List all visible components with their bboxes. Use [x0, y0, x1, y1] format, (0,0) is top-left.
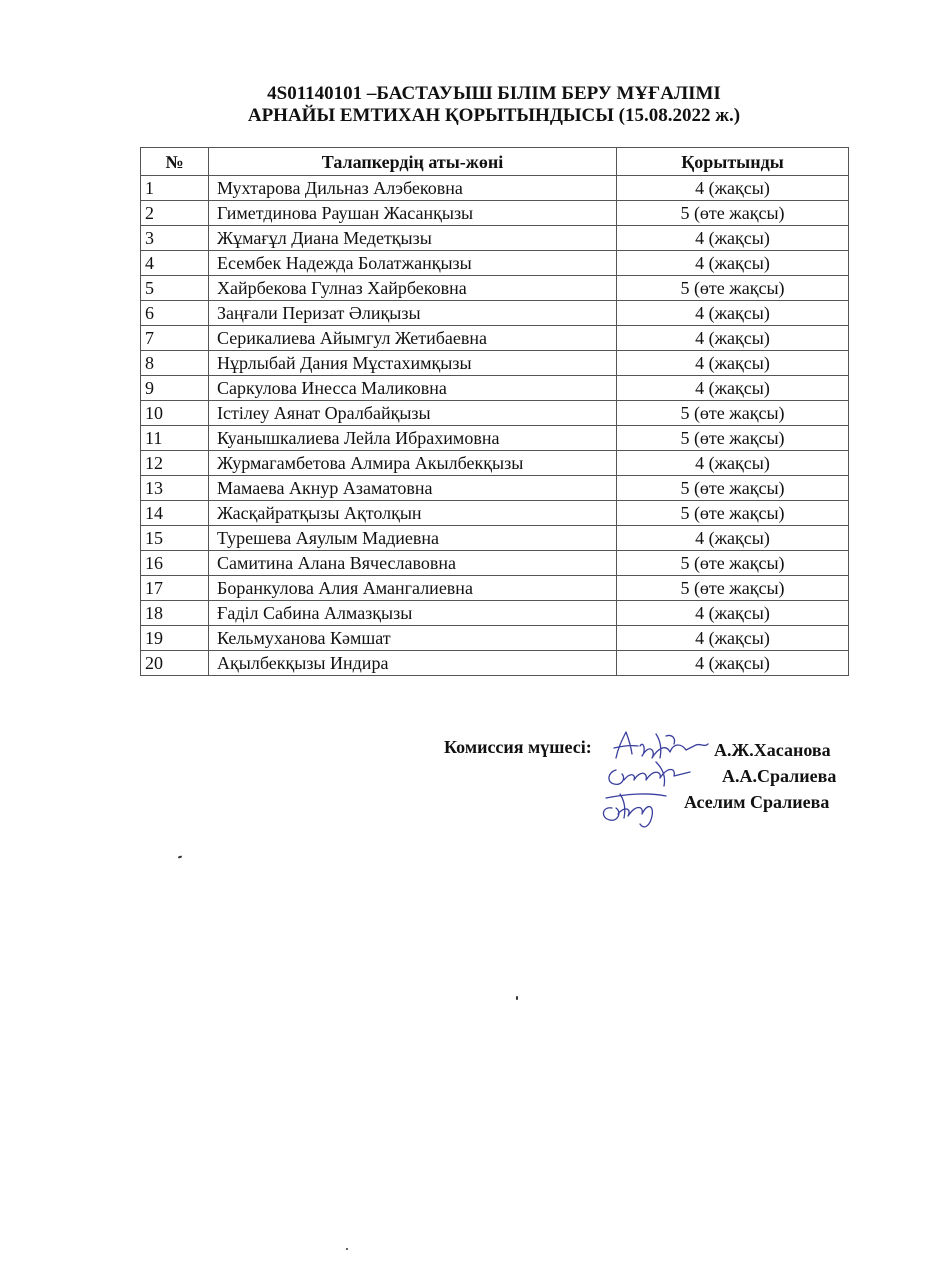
- table-header-row: [141, 148, 849, 176]
- table-row: [141, 401, 849, 426]
- row-number-cell: 18: [141, 601, 209, 626]
- row-number-cell: 19: [141, 626, 209, 651]
- document-title-line-2: АРНАЙЫ ЕМТИХАН ҚОРЫТЫНДЫСЫ (15.08.2022 ж.): [247, 105, 741, 126]
- result-cell: 4 (жақсы): [617, 226, 849, 251]
- result-cell: 5 (өте жақсы): [617, 201, 849, 226]
- table-row: [141, 226, 849, 251]
- row-number-cell: 16: [141, 551, 209, 576]
- result-cell: 5 (өте жақсы): [617, 426, 849, 451]
- applicant-name-cell: Жасқайратқызы Ақтолқын: [209, 501, 617, 526]
- column-header-result: Қорытынды: [617, 148, 849, 176]
- applicant-name-cell: Ғаділ Сабина Алмазқызы: [209, 601, 617, 626]
- row-number-cell: 17: [141, 576, 209, 601]
- result-cell: 4 (жақсы): [617, 251, 849, 276]
- commission-label: Комиссия мүшесі:: [444, 737, 592, 757]
- row-number-cell: 10: [141, 401, 209, 426]
- row-number-cell: 6: [141, 301, 209, 326]
- row-number-cell: 5: [141, 276, 209, 301]
- applicant-name-cell: Куанышкалиева Лейла Ибрахимовна: [209, 426, 617, 451]
- result-cell: 5 (өте жақсы): [617, 401, 849, 426]
- result-cell: 4 (жақсы): [617, 626, 849, 651]
- row-number-cell: 4: [141, 251, 209, 276]
- applicant-name-cell: Самитина Алана Вячеславовна: [209, 551, 617, 576]
- document-title-line-1: 4S01140101 –БАСТАУЫШ БІЛІМ БЕРУ МҰҒАЛІМІ: [267, 83, 721, 104]
- table-row: [141, 426, 849, 451]
- result-cell: 4 (жақсы): [617, 601, 849, 626]
- row-number-cell: 14: [141, 501, 209, 526]
- row-number-cell: 12: [141, 451, 209, 476]
- row-number-cell: 8: [141, 351, 209, 376]
- column-header-name: Талапкердің аты-жөні: [209, 148, 617, 176]
- applicant-name-cell: Мамаева Акнур Азаматовна: [209, 476, 617, 501]
- applicant-name-cell: Гиметдинова Раушан Жасанқызы: [209, 201, 617, 226]
- row-number-cell: 1: [141, 176, 209, 201]
- applicant-name-cell: Саркулова Инесса Маликовна: [209, 376, 617, 401]
- applicant-name-cell: Ақылбекқызы Индира: [209, 651, 617, 676]
- result-cell: 4 (жақсы): [617, 301, 849, 326]
- table-row: [141, 251, 849, 276]
- table-row: [141, 176, 849, 201]
- row-number-cell: 7: [141, 326, 209, 351]
- scan-speck: [346, 1248, 348, 1250]
- scan-speck: [516, 996, 518, 1000]
- table-row: [141, 576, 849, 601]
- row-number-cell: 15: [141, 526, 209, 551]
- result-cell: 5 (өте жақсы): [617, 276, 849, 301]
- table-row: [141, 626, 849, 651]
- applicant-name-cell: Жұмағұл Диана Медетқызы: [209, 226, 617, 251]
- commission-member-1: А.Ж.Хасанова: [714, 740, 831, 760]
- result-cell: 4 (жақсы): [617, 376, 849, 401]
- column-header-number: №: [141, 148, 209, 176]
- applicant-name-cell: Серикалиева Айымгул Жетибаевна: [209, 326, 617, 351]
- applicant-name-cell: Істілеу Аянат Оралбайқызы: [209, 401, 617, 426]
- row-number-cell: 11: [141, 426, 209, 451]
- result-cell: 4 (жақсы): [617, 176, 849, 201]
- exam-results-table: [140, 147, 849, 676]
- scan-speck: [178, 855, 182, 858]
- applicant-name-cell: Боранкулова Алия Амангалиевна: [209, 576, 617, 601]
- result-cell: 4 (жақсы): [617, 526, 849, 551]
- applicant-name-cell: Турешева Аяулым Мадиевна: [209, 526, 617, 551]
- table-row: [141, 601, 849, 626]
- table-row: [141, 651, 849, 676]
- table-row: [141, 276, 849, 301]
- result-cell: 5 (өте жақсы): [617, 551, 849, 576]
- applicant-name-cell: Есембек Надежда Болатжанқызы: [209, 251, 617, 276]
- row-number-cell: 2: [141, 201, 209, 226]
- row-number-cell: 9: [141, 376, 209, 401]
- result-cell: 4 (жақсы): [617, 326, 849, 351]
- table-row: [141, 501, 849, 526]
- applicant-name-cell: Нұрлыбай Дания Мұстахимқызы: [209, 351, 617, 376]
- applicant-name-cell: Заңғали Перизат Әлиқызы: [209, 301, 617, 326]
- commission-member-2: А.А.Сралиева: [722, 766, 837, 786]
- table-row: [141, 301, 849, 326]
- result-cell: 5 (өте жақсы): [617, 576, 849, 601]
- result-cell: 5 (өте жақсы): [617, 501, 849, 526]
- applicant-name-cell: Кельмуханова Кәмшат: [209, 626, 617, 651]
- result-cell: 4 (жақсы): [617, 351, 849, 376]
- applicant-name-cell: Журмагамбетова Алмира Акылбекқызы: [209, 451, 617, 476]
- table-row: [141, 551, 849, 576]
- row-number-cell: 20: [141, 651, 209, 676]
- row-number-cell: 13: [141, 476, 209, 501]
- row-number-cell: 3: [141, 226, 209, 251]
- table-row: [141, 451, 849, 476]
- table-row: [141, 351, 849, 376]
- table-row: [141, 526, 849, 551]
- table-row: [141, 476, 849, 501]
- applicant-name-cell: Мухтарова Дильназ Алэбековна: [209, 176, 617, 201]
- table-row: [141, 326, 849, 351]
- table-row: [141, 201, 849, 226]
- result-cell: 4 (жақсы): [617, 451, 849, 476]
- table-row: [141, 376, 849, 401]
- applicant-name-cell: Хайрбекова Гулназ Хайрбековна: [209, 276, 617, 301]
- result-cell: 5 (өте жақсы): [617, 476, 849, 501]
- table-body: [141, 176, 849, 676]
- result-cell: 4 (жақсы): [617, 651, 849, 676]
- commission-member-3: Аселим Сралиева: [684, 792, 830, 812]
- handwritten-signature: [596, 722, 726, 832]
